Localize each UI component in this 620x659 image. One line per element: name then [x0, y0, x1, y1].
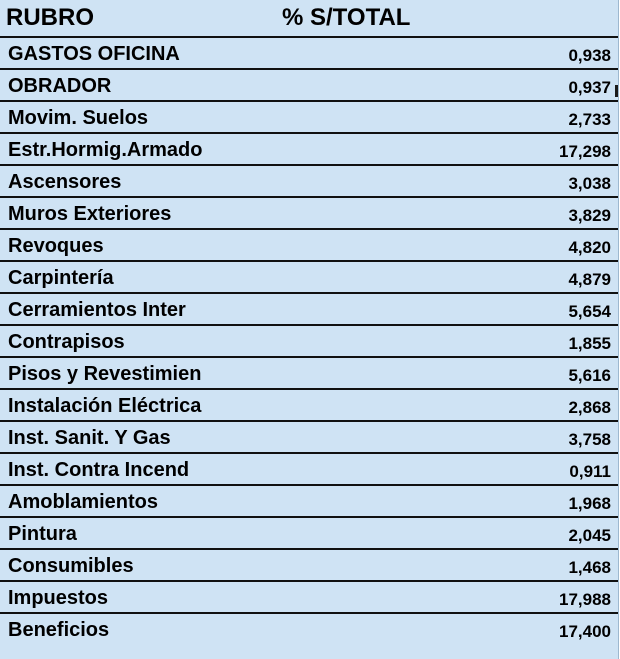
rubro-name-cell: Contrapisos	[8, 331, 125, 353]
rubro-name-cell: Amoblamientos	[8, 491, 159, 513]
table-row	[0, 358, 618, 390]
table-row	[0, 550, 618, 582]
percent-value-cell: 2,733	[568, 110, 611, 129]
table-row	[0, 486, 618, 518]
percent-value-cell: 1,468	[568, 558, 611, 577]
percent-value-cell: 3,829	[568, 206, 611, 225]
percent-value-cell: 3,038	[568, 174, 611, 193]
rubro-name-cell: Revoques	[8, 235, 104, 257]
percent-value-cell: 17,298	[559, 142, 611, 161]
rubro-name-cell: Cerramientos Inter	[8, 299, 186, 321]
rubro-name-cell: Inst. Contra Incend	[8, 459, 190, 481]
rubro-name-cell: Muros Exteriores	[8, 203, 172, 225]
rubro-name-cell: Pintura	[8, 523, 77, 545]
column-header-total-percent: % S/TOTAL	[282, 4, 411, 31]
rubro-name-cell: Estr.Hormig.Armado	[8, 139, 203, 161]
rubro-name-cell: Ascensores	[8, 171, 122, 193]
percent-value-cell: 5,616	[568, 366, 611, 385]
percent-value-cell: 1,968	[568, 494, 611, 513]
percent-value-cell: 3,758	[568, 430, 611, 449]
percent-value-cell: 0,911	[569, 462, 611, 481]
table-row	[0, 38, 618, 70]
percent-value-cell: 2,045	[568, 526, 611, 545]
rubro-name-cell: GASTOS OFICINA	[8, 43, 180, 65]
rubro-name-cell: OBRADOR	[8, 75, 112, 97]
percent-value-cell: 4,820	[568, 238, 611, 257]
percent-value-cell: 17,988	[559, 590, 611, 609]
table-row	[0, 294, 618, 326]
table-row	[0, 422, 618, 454]
percent-value-cell: 0,938	[568, 46, 611, 65]
table-row	[0, 262, 618, 294]
table-header	[0, 0, 618, 38]
rubro-name-cell: Carpintería	[8, 267, 114, 289]
percent-value-cell: 17,400	[559, 622, 611, 641]
table-row	[0, 582, 618, 614]
table-row	[0, 70, 618, 102]
rubro-name-cell: Movim. Suelos	[8, 107, 149, 129]
table-row	[0, 102, 618, 134]
rubro-name-cell: Beneficios	[8, 619, 110, 641]
percent-value-cell: 4,879	[568, 270, 611, 289]
table-row	[0, 230, 618, 262]
table-row	[0, 390, 618, 422]
rubro-name-cell: Pisos y Revestimien	[8, 363, 202, 385]
percent-value-cell: 0,937	[568, 78, 611, 97]
rubro-name-cell: Instalación Eléctrica	[8, 395, 202, 417]
percent-value-cell: 2,868	[568, 398, 611, 417]
column-header-rubro: RUBRO	[6, 4, 94, 31]
rubro-name-cell: Inst. Sanit. Y Gas	[8, 427, 171, 449]
table-row	[0, 518, 618, 550]
table-row	[0, 166, 618, 198]
table-row	[0, 134, 618, 166]
percent-value-cell: 1,855	[568, 334, 611, 353]
cell-edge-mark	[615, 85, 618, 97]
percent-value-cell: 5,654	[568, 302, 611, 321]
table-row	[0, 198, 618, 230]
table-row	[0, 326, 618, 358]
table-body	[0, 38, 618, 644]
rubro-name-cell: Consumibles	[8, 555, 134, 577]
table-row	[0, 614, 618, 644]
rubro-name-cell: Impuestos	[8, 587, 109, 609]
table-row	[0, 454, 618, 486]
